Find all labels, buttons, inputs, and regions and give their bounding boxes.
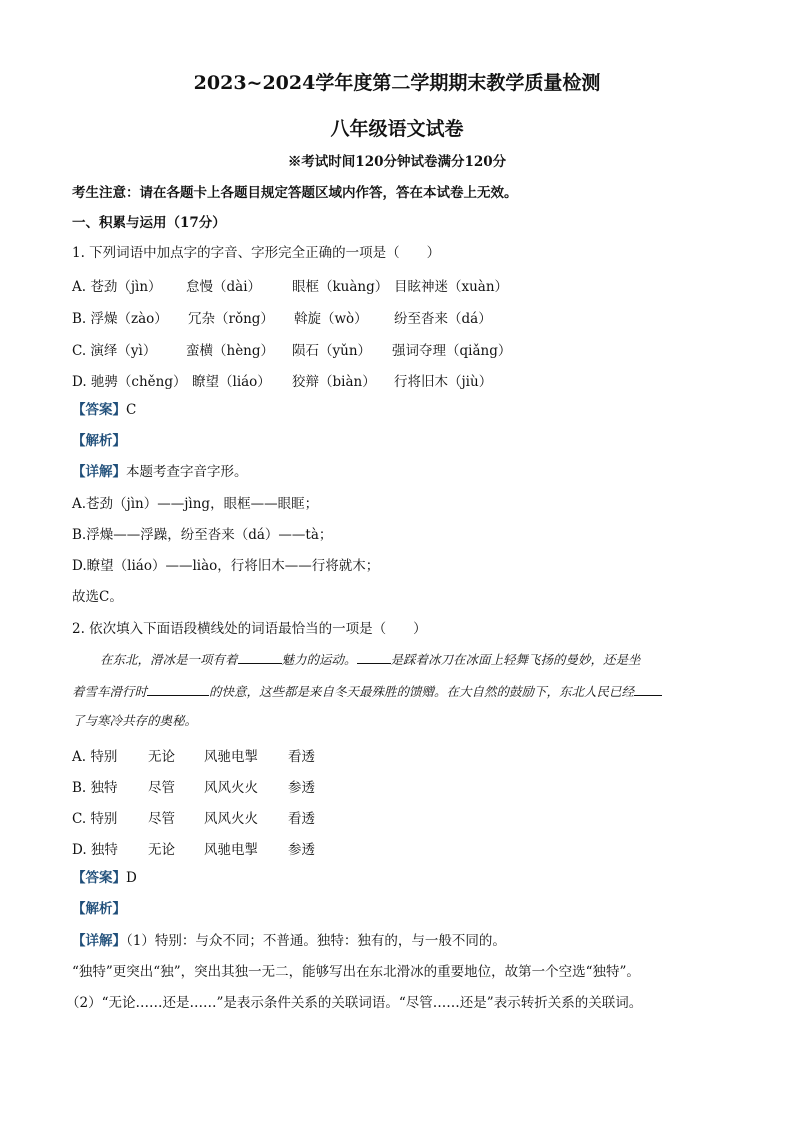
q1-detail-2: A.苍劲（jìn）——jìng，眼框——眼眶； xyxy=(72,496,319,512)
q1-option-c-4: 强词夺理（qiǎng） xyxy=(392,343,512,359)
passage-text: 的快意，这些都是来自冬天最殊胜的馈赠。在大自然的鼓励下，东北人民已经 xyxy=(209,684,635,699)
passage-text: 魅力的运动。 xyxy=(281,652,357,667)
q2-option-d-4: 参透 xyxy=(288,842,315,858)
q2-option-a-1: A. 特别 xyxy=(72,749,118,765)
q1-option-d-1: D. 驰骋（chěng） xyxy=(72,374,187,390)
answer-value: D xyxy=(126,870,137,886)
q2-detail-3: （2）“无论……还是……”是表示条件关系的关联词语。“尽管……还是”表示转折关系的关联词。 xyxy=(66,995,643,1011)
q1-option-c-2: 蛮横（hèng） xyxy=(186,343,275,359)
q2-option-d-1: D. 独特 xyxy=(72,842,118,858)
q1-option-b-3: 斡旋（wò） xyxy=(294,311,368,327)
q2-option-a-2: 无论 xyxy=(148,749,175,765)
q2-option-a-4: 看透 xyxy=(288,749,315,765)
q1-option-c-3: 陨石（yǔn） xyxy=(292,343,372,359)
passage-text: 是踩着冰刀在冰面上轻舞飞扬的曼妙，还是坐 xyxy=(390,652,641,667)
q2-answer xyxy=(72,869,137,887)
fill-blank xyxy=(238,651,282,664)
q2-option-d-3: 风驰电掣 xyxy=(204,842,258,858)
q1-option-d-2: 瞭望（liáo） xyxy=(192,374,271,390)
q1-option-b-2: 冗杂（rǒng） xyxy=(188,311,274,327)
q1-option-c-1: C. 演绎（yì） xyxy=(72,343,157,359)
q2-option-c-1: C. 特别 xyxy=(72,811,118,827)
q1-option-a-2: 怠慢（dài） xyxy=(186,279,262,295)
exam-notice: 考生注意：请在各题卡上各题目规定答题区域内作答，答在本试卷上无效。 xyxy=(72,185,518,201)
q2-stem: 2. 依次填入下面语段横线处的词语最恰当的一项是（ ） xyxy=(72,621,427,637)
answer-tag: 【答案】 xyxy=(72,402,126,418)
detail-text: 本题考查字音字形。 xyxy=(126,464,248,480)
q2-passage-line-2 xyxy=(72,683,724,700)
detail-text: （1）特别：与众不同；不普通。独特：独有的，与一般不同的。 xyxy=(126,933,506,949)
q2-option-b-2: 尽管 xyxy=(148,780,175,796)
q2-option-a-3: 风驰电掣 xyxy=(204,749,258,765)
q1-option-b-4: 纷至沓来（dá） xyxy=(394,311,492,327)
q1-option-a-1: A. 苍劲（jìn） xyxy=(72,279,162,295)
q2-passage-line-1 xyxy=(72,651,752,668)
answer-value: C xyxy=(126,402,137,418)
q2-passage-line-3: 了与寒冷共存的奥秘。 xyxy=(72,713,198,728)
q2-option-b-1: B. 独特 xyxy=(72,780,118,796)
q2-option-b-4: 参透 xyxy=(288,780,315,796)
fill-blank xyxy=(634,683,662,696)
q1-detail-4: D.瞭望（liáo）——liào，行将旧木——行将就木； xyxy=(72,558,380,574)
q1-analysis-tag: 【解析】 xyxy=(72,433,126,449)
q1-option-b-1: B. 浮燥（zào） xyxy=(72,311,168,327)
q1-detail-3: B.浮燥——浮躁，纷至沓来（dá）——tà； xyxy=(72,527,333,543)
section-heading: 一、积累与运用（17分） xyxy=(72,215,226,231)
passage-text: 着雪车滑行时 xyxy=(72,684,148,699)
q1-detail-1 xyxy=(72,463,248,481)
fill-blank xyxy=(147,683,209,696)
detail-tag: 【详解】 xyxy=(72,933,126,949)
q2-option-c-2: 尽管 xyxy=(148,811,175,827)
q2-analysis-tag: 【解析】 xyxy=(72,901,126,917)
q2-detail-1 xyxy=(72,932,506,950)
q1-option-a-3: 眼框（kuàng） xyxy=(292,279,389,295)
fill-blank xyxy=(357,651,391,664)
q1-stem: 1. 下列词语中加点字的字音、字形完全正确的一项是（ ） xyxy=(72,245,441,261)
q2-option-d-2: 无论 xyxy=(148,842,175,858)
exam-title: 2023~2024学年度第二学期期末教学质量检测 xyxy=(193,72,601,94)
q2-detail-2: “独特”更突出“独”，突出其独一无二，能够写出在东北滑冰的重要地位，故第一个空选“独特”。 xyxy=(72,964,640,980)
passage-text: 在东北，滑冰是一项有着 xyxy=(100,652,238,667)
exam-info: ※考试时间120分钟试卷满分120分 xyxy=(287,154,507,170)
q2-option-c-4: 看透 xyxy=(288,811,315,827)
q1-answer xyxy=(72,401,136,419)
exam-subtitle: 八年级语文试卷 xyxy=(330,118,464,140)
answer-tag: 【答案】 xyxy=(72,870,126,886)
q1-option-a-4: 目眩神迷（xuàn） xyxy=(394,279,509,295)
q1-detail-5: 故选C。 xyxy=(72,589,123,605)
detail-tag: 【详解】 xyxy=(72,464,126,480)
q1-option-d-3: 狡辩（biàn） xyxy=(292,374,376,390)
q2-option-c-3: 风风火火 xyxy=(204,811,258,827)
q2-option-b-3: 风风火火 xyxy=(204,780,258,796)
q1-option-d-4: 行将旧木（jiù） xyxy=(394,374,493,390)
